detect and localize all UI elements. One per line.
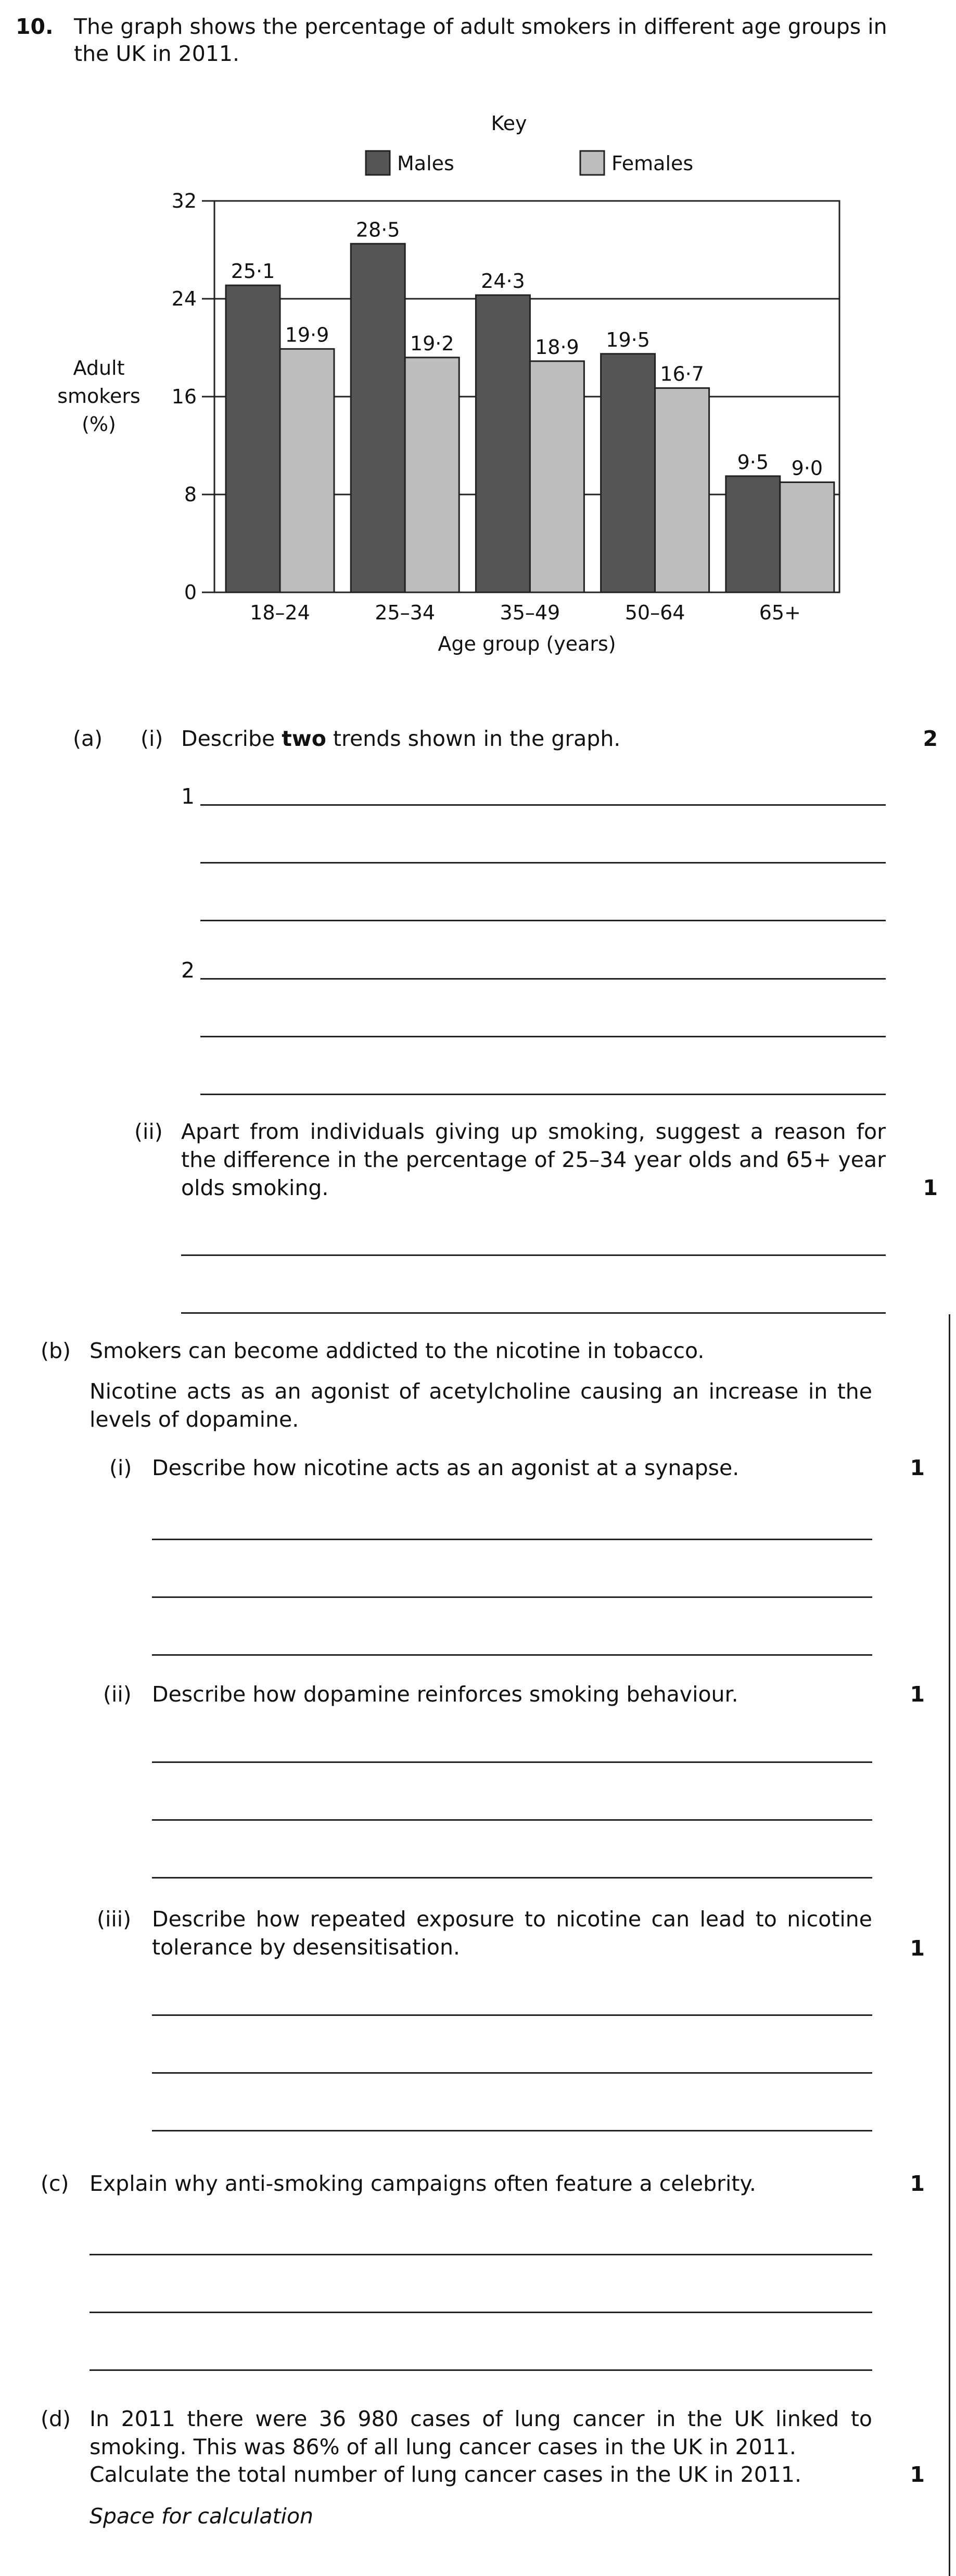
answer-line[interactable] — [200, 1036, 886, 1037]
answer-line[interactable] — [152, 1596, 872, 1598]
part-a-ii-label: (ii) — [134, 1119, 163, 1144]
bar-value-label: 16·7 — [660, 362, 704, 386]
part-a-i-text-bold: two — [282, 726, 326, 751]
x-tick-label: 18–24 — [250, 601, 310, 624]
question-intro-line1: The graph shows the percentage of adult smokers in different age groups in — [74, 14, 887, 39]
part-b-iii-marks: 1 — [910, 1936, 925, 1961]
margin-rule — [949, 1314, 950, 2576]
bar-females — [405, 358, 459, 592]
answer-line[interactable] — [200, 862, 886, 864]
part-a-label: (a) — [73, 726, 103, 751]
part-c-marks: 1 — [910, 2171, 925, 2196]
x-tick-label: 50–64 — [624, 601, 685, 624]
answer-line[interactable] — [200, 804, 886, 806]
y-tick-label: 24 — [171, 287, 197, 310]
bar-females — [280, 349, 334, 592]
legend-label: Males — [397, 152, 454, 175]
y-axis-label: smokers — [57, 385, 141, 408]
answer-line[interactable] — [90, 2312, 872, 2313]
part-b-i-question: Describe how nicotine acts as an agonist at a synapse. — [152, 1455, 740, 1480]
legend-label: Females — [611, 152, 694, 175]
legend-swatch-females — [580, 151, 604, 175]
calculation-space-label: Space for calculation — [90, 2504, 314, 2529]
answer-line[interactable] — [152, 2130, 872, 2131]
answer-line[interactable] — [152, 1877, 872, 1879]
smokers-bar-chart — [0, 0, 956, 677]
part-c-question: Explain why anti-smoking campaigns often feature a celebrity. — [90, 2171, 756, 2196]
part-b-label: (b) — [41, 1338, 71, 1363]
y-axis-label: (%) — [82, 413, 116, 436]
answer-line[interactable] — [152, 2014, 872, 2016]
bar-males — [476, 295, 530, 592]
part-b-intro2: Nicotine acts as an agonist of acetylcholine causing an increase in the levels of dopamine. — [90, 1379, 872, 1432]
part-c-label: (c) — [41, 2171, 69, 2196]
legend-title: Key — [491, 112, 527, 135]
answer-2-label: 2 — [181, 958, 195, 983]
question-number: 10. — [16, 14, 54, 39]
answer-line[interactable] — [152, 1761, 872, 1763]
bar-value-label: 19·2 — [410, 332, 454, 355]
part-d-question: In 2011 there were 36 980 cases of lung cancer in the UK linked to smoking. This was 86% of all lung cancer cases in the UK in 2011. — [90, 2406, 872, 2459]
part-a-ii-marks: 1 — [923, 1175, 938, 1200]
x-axis-label: Age group (years) — [438, 632, 616, 655]
part-a-i-text-after: trends shown in the graph. — [326, 726, 621, 751]
answer-line[interactable] — [152, 1539, 872, 1540]
bar-females — [530, 361, 584, 592]
bar-value-label: 19·9 — [285, 323, 329, 347]
part-b-intro1: Smokers can become addicted to the nicotine in tobacco. — [90, 1338, 705, 1363]
legend-swatch-males — [366, 151, 390, 175]
part-a-i-marks: 2 — [923, 726, 938, 751]
answer-line[interactable] — [152, 1819, 872, 1821]
bar-males — [351, 244, 405, 592]
part-d-task: Calculate the total number of lung cancer cases in the UK in 2011. — [90, 2462, 802, 2487]
y-tick-label: 8 — [184, 483, 197, 506]
y-tick-label: 32 — [171, 189, 197, 212]
answer-line[interactable] — [200, 920, 886, 921]
y-axis-label: Adult — [73, 357, 125, 379]
x-tick-label: 65+ — [759, 601, 801, 624]
part-b-ii-marks: 1 — [910, 1682, 925, 1707]
bar-males — [226, 285, 280, 592]
part-b-i-marks: 1 — [910, 1455, 925, 1480]
part-b-iii-question: Describe how repeated exposure to nicotine can lead to nicotine tolerance by desensitisation. — [152, 1907, 872, 1960]
bar-value-label: 9·0 — [791, 456, 823, 480]
part-b-ii-label: (ii) — [103, 1682, 132, 1707]
bar-males — [601, 354, 655, 592]
answer-line[interactable] — [152, 1654, 872, 1656]
part-a-i-label: (i) — [141, 726, 163, 751]
part-d-label: (d) — [41, 2406, 71, 2431]
bar-females — [780, 483, 834, 593]
bar-value-label: 18·9 — [535, 335, 579, 359]
part-b-i-label: (i) — [109, 1455, 132, 1480]
answer-line[interactable] — [90, 2254, 872, 2255]
bar-males — [726, 476, 780, 592]
answer-line[interactable] — [181, 1312, 886, 1314]
answer-line[interactable] — [152, 2072, 872, 2074]
answer-line[interactable] — [200, 1094, 886, 1095]
part-d-marks: 1 — [910, 2462, 925, 2487]
y-tick-label: 0 — [184, 581, 197, 604]
question-intro-line2: the UK in 2011. — [74, 41, 240, 66]
bar-value-label: 19·5 — [606, 328, 650, 351]
bar-value-label: 28·5 — [355, 218, 400, 242]
x-tick-label: 25–34 — [375, 601, 436, 624]
answer-1-label: 1 — [181, 784, 195, 809]
answer-line[interactable] — [200, 978, 886, 980]
part-b-iii-label: (iii) — [97, 1907, 132, 1932]
x-tick-label: 35–49 — [500, 601, 560, 624]
bar-females — [655, 388, 709, 592]
part-a-i-text-before: Describe — [181, 726, 282, 751]
bar-value-label: 25·1 — [231, 260, 275, 283]
part-b-ii-question: Describe how dopamine reinforces smoking behaviour. — [152, 1682, 738, 1707]
y-tick-label: 16 — [171, 385, 197, 408]
answer-line[interactable] — [181, 1254, 886, 1256]
answer-line[interactable] — [90, 2369, 872, 2371]
bar-value-label: 9·5 — [737, 450, 769, 474]
part-a-ii-question: Apart from individuals giving up smoking, suggest a reason for the difference in the percentage of 25–34 year olds and 65+ year olds smoking. — [181, 1119, 886, 1200]
bar-value-label: 24·3 — [481, 269, 525, 293]
part-a-i-question — [181, 725, 620, 753]
